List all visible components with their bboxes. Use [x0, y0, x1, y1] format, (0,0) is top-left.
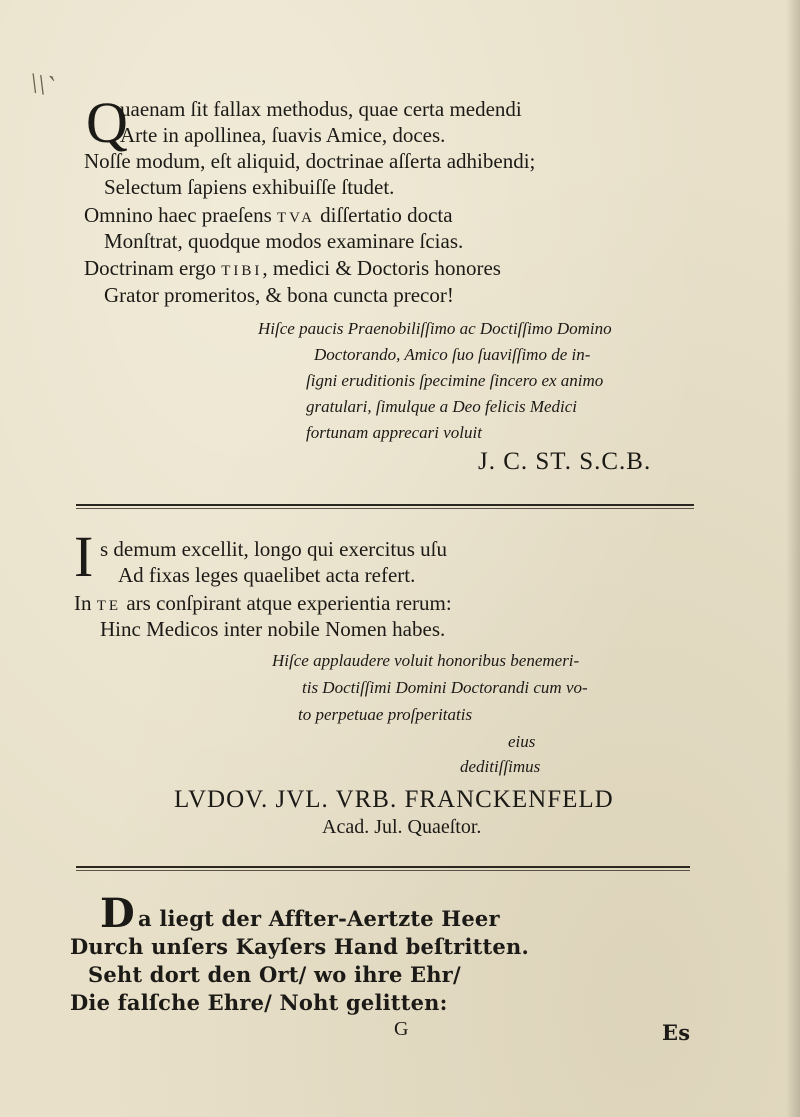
poem-2-line-2: Ad fixas leges quaelibet acta refert. — [118, 563, 416, 587]
poem-1-line-8: Grator promeritos, & bona cuncta precor! — [104, 283, 454, 307]
signature-1: J. C. ST. S.C.B. — [478, 448, 652, 475]
poem-1-line-5-b: diſſertatio docta — [320, 203, 453, 227]
drop-cap-d: D — [100, 890, 135, 937]
signature-2-title: Acad. Jul. Quaeſtor. — [322, 816, 482, 838]
poem-1-line-6: Monſtrat, quodque modos examinare ſcias. — [104, 229, 464, 253]
poem-1-line-5 — [84, 202, 453, 231]
drop-cap-i: I — [74, 524, 94, 589]
ink-marks: \\` — [27, 67, 58, 104]
divider-rule-2 — [76, 866, 690, 868]
poem-2-line-3 — [74, 590, 452, 619]
word-tua: TVA — [277, 210, 315, 226]
catchword: Es — [662, 1020, 691, 1045]
poem-1-line-7 — [84, 255, 501, 284]
drop-cap-q: Q — [86, 90, 128, 155]
word-te: TE — [96, 598, 122, 614]
poem-2-line-3-rest: ars conſpirant atque experientia rerum: — [126, 591, 452, 615]
page-edge-shadow — [786, 0, 800, 1117]
dedication-1-line-1: Hiſce paucis Praenobiliſſimo ac Doctiſſimo Domino — [258, 319, 612, 338]
poem-1-line-2: Arte in apollinea, ſuavis Amice, doces. — [120, 123, 446, 147]
word-tibi: TIBI — [221, 263, 263, 279]
poem-1-line-4: Selectum ſapiens exhibuiſſe ſtudet. — [104, 175, 395, 199]
german-line-1: a liegt der Affter-Aertzte Heer — [138, 906, 500, 931]
dedication-2-line-4: eius — [508, 732, 536, 751]
signature-mark: G — [394, 1018, 409, 1040]
poem-1-line-5-a: Omnino haec praeſens — [84, 203, 272, 227]
dedication-1-line-2: Doctorando, Amico ſuo ſuaviſſimo de in- — [314, 345, 591, 364]
german-line-4: Die falſche Ehre/ Noht gelitten: — [70, 990, 448, 1015]
dedication-2-line-3: to perpetuae proſperitatis — [298, 705, 473, 724]
poem-1-line-7-a: Doctrinam ergo — [84, 256, 216, 280]
poem-1-line-3: Noſſe modum, eſt aliquid, doctrinae aſſerta adhibendi; — [84, 149, 536, 173]
dedication-2-line-2: tis Doctiſſimi Domini Doctorandi cum vo- — [302, 678, 588, 697]
dedication-1-line-5: fortunam apprecari voluit — [306, 423, 482, 442]
poem-2-line-1: s demum excellit, longo qui exercitus uſu — [100, 537, 448, 561]
poem-1-line-7-b: , medici & Doctoris honores — [262, 256, 501, 280]
german-line-3: Seht dort den Ort/ wo ihre Ehr/ — [88, 962, 461, 987]
dedication-2-line-5: deditiſſimus — [460, 757, 541, 776]
poem-2-line-4: Hinc Medicos inter nobile Nomen habes. — [100, 617, 446, 641]
dedication-2-line-1: Hiſce applaudere voluit honoribus benemeri- — [272, 651, 580, 670]
german-line-2: Durch unſers Kayſers Hand beſtritten. — [70, 934, 529, 959]
dedication-1-line-3: ſigni eruditionis ſpecimine ſincero ex animo — [306, 371, 604, 390]
dedication-1-line-4: gratulari, ſimulque a Deo felicis Medici — [306, 397, 578, 416]
divider-rule-1 — [76, 504, 694, 506]
word-in: In — [74, 591, 92, 615]
signature-2: LVDOV. JVL. VRB. FRANCKENFELD — [174, 786, 614, 813]
poem-1-line-1: uaenam ſit fallax methodus, quae certa medendi — [120, 97, 522, 121]
